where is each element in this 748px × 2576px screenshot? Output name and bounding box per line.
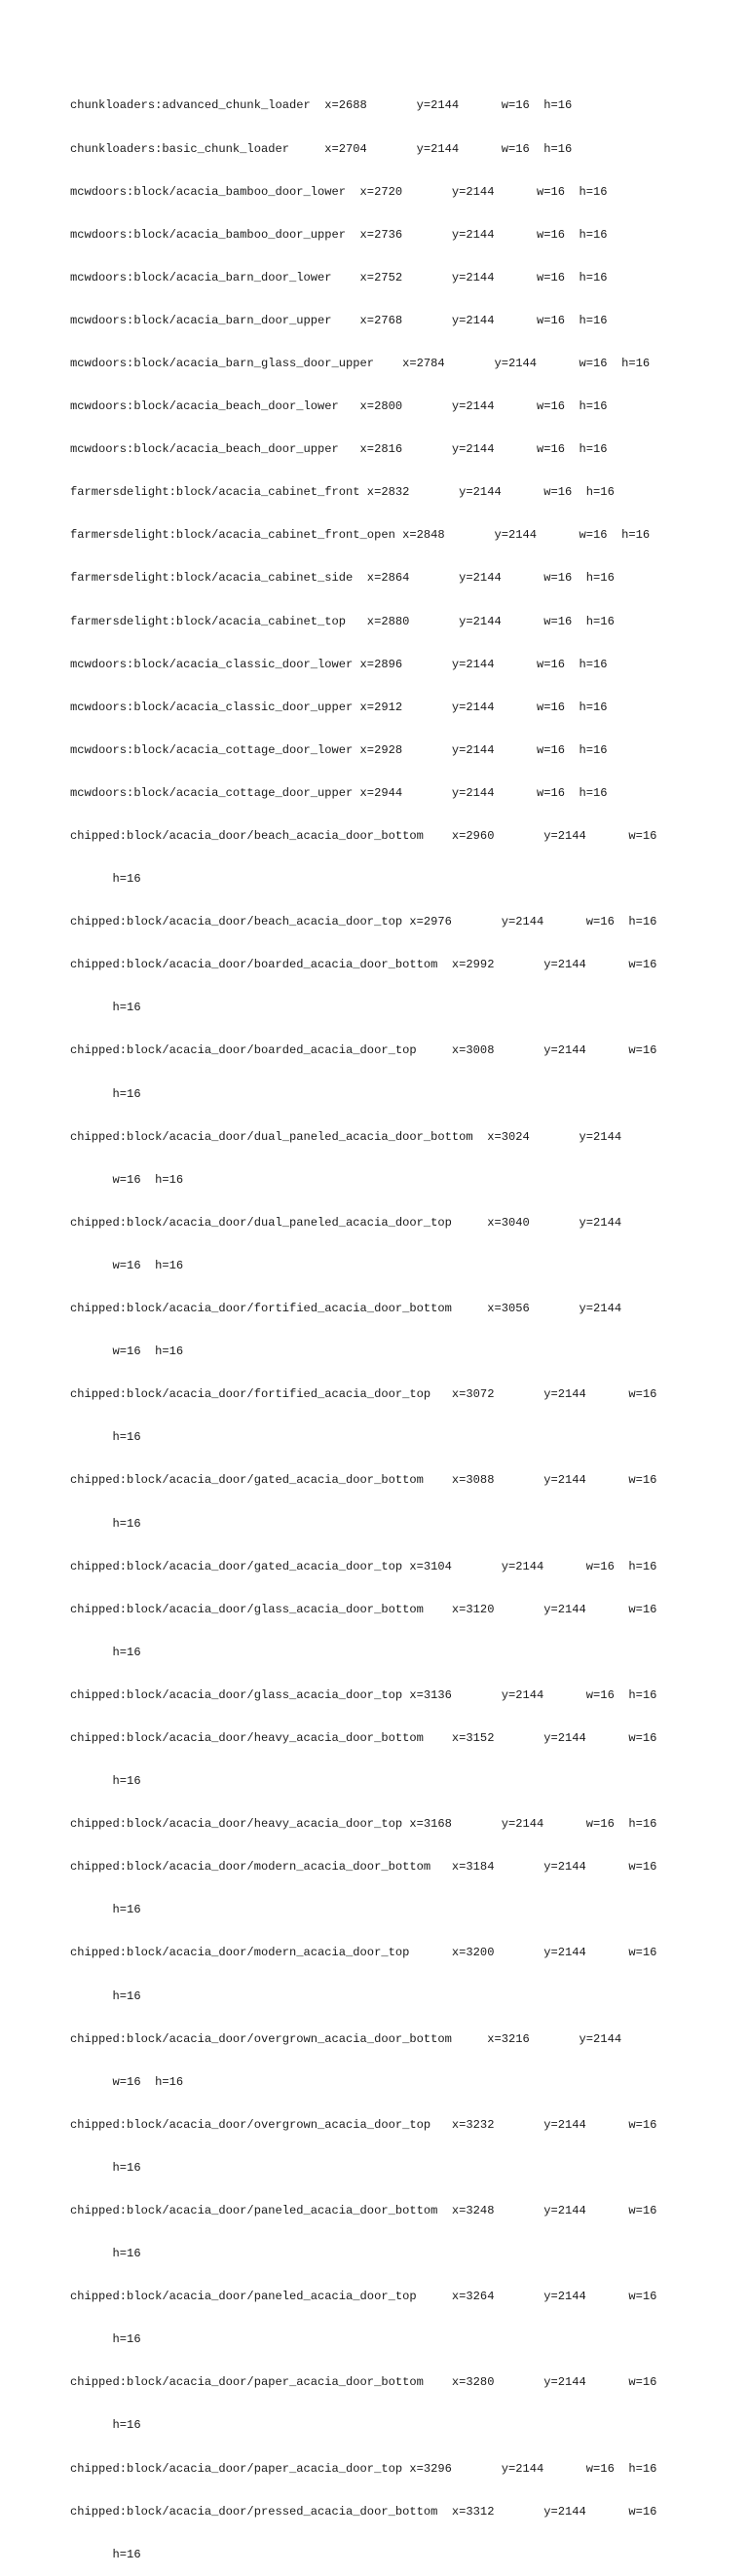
text-line: chipped:block/acacia_door/overgrown_acacia_door_top x=3232 y=2144 w=16 bbox=[70, 2117, 657, 2132]
text-line: chipped:block/acacia_door/modern_acacia_door_bottom x=3184 y=2144 w=16 bbox=[70, 1860, 657, 1875]
text-line: h=16 bbox=[70, 1001, 141, 1015]
text-line: h=16 bbox=[70, 2547, 141, 2561]
text-line: chipped:block/acacia_door/heavy_acacia_door_bottom x=3152 y=2144 w=16 bbox=[70, 1730, 657, 1745]
text-line: chipped:block/acacia_door/overgrown_acacia_door_bottom x=3216 y=2144 bbox=[70, 2031, 622, 2046]
text-line: mcwdoors:block/acacia_cottage_door_upper x=2944 y=2144 w=16 h=16 bbox=[70, 785, 608, 800]
text-line: chipped:block/acacia_door/boarded_acacia_door_bottom x=2992 y=2144 w=16 bbox=[70, 958, 657, 972]
text-line: mcwdoors:block/acacia_beach_door_lower x=2800 y=2144 w=16 h=16 bbox=[70, 399, 608, 414]
text-line: chipped:block/acacia_door/paper_acacia_door_bottom x=3280 y=2144 w=16 bbox=[70, 2375, 657, 2390]
text-line: chipped:block/acacia_door/dual_paneled_acacia_door_bottom x=3024 y=2144 bbox=[70, 1129, 622, 1144]
text-line: chipped:block/acacia_door/beach_acacia_door_top x=2976 y=2144 w=16 h=16 bbox=[70, 915, 657, 929]
document-body bbox=[70, 70, 674, 2576]
text-line: mcwdoors:block/acacia_barn_glass_door_upper x=2784 y=2144 w=16 h=16 bbox=[70, 356, 651, 370]
text-line: chunkloaders:basic_chunk_loader x=2704 y=2144 w=16 h=16 bbox=[70, 141, 573, 156]
text-line: chipped:block/acacia_door/glass_acacia_door_top x=3136 y=2144 w=16 h=16 bbox=[70, 1687, 657, 1702]
text-line: chipped:block/acacia_door/gated_acacia_door_top x=3104 y=2144 w=16 h=16 bbox=[70, 1559, 657, 1573]
text-line: chipped:block/acacia_door/glass_acacia_door_bottom x=3120 y=2144 w=16 bbox=[70, 1602, 657, 1616]
text-line: h=16 bbox=[70, 2160, 141, 2175]
text-line: chipped:block/acacia_door/dual_paneled_acacia_door_top x=3040 y=2144 bbox=[70, 1215, 622, 1230]
text-line: chipped:block/acacia_door/fortified_acacia_door_top x=3072 y=2144 w=16 bbox=[70, 1387, 657, 1402]
text-line: chipped:block/acacia_door/paneled_acacia_door_top x=3264 y=2144 w=16 bbox=[70, 2290, 657, 2304]
text-line: h=16 bbox=[70, 2332, 141, 2347]
text-line: mcwdoors:block/acacia_barn_door_upper x=2768 y=2144 w=16 h=16 bbox=[70, 313, 608, 327]
text-line: h=16 bbox=[70, 1645, 141, 1659]
text-line: mcwdoors:block/acacia_beach_door_upper x=2816 y=2144 w=16 h=16 bbox=[70, 442, 608, 457]
text-line: farmersdelight:block/acacia_cabinet_front x=2832 y=2144 w=16 h=16 bbox=[70, 485, 615, 500]
text-line: h=16 bbox=[70, 1516, 141, 1531]
text-line: w=16 h=16 bbox=[70, 1172, 184, 1187]
text-line: farmersdelight:block/acacia_cabinet_top x=2880 y=2144 w=16 h=16 bbox=[70, 614, 615, 628]
text-line: h=16 bbox=[70, 872, 141, 887]
text-line: h=16 bbox=[70, 2247, 141, 2261]
text-line: mcwdoors:block/acacia_barn_door_lower x=2752 y=2144 w=16 h=16 bbox=[70, 270, 608, 284]
text-line: mcwdoors:block/acacia_bamboo_door_lower x=2720 y=2144 w=16 h=16 bbox=[70, 184, 608, 199]
text-line: farmersdelight:block/acacia_cabinet_side x=2864 y=2144 w=16 h=16 bbox=[70, 571, 615, 586]
text-line: h=16 bbox=[70, 1430, 141, 1445]
text-line: w=16 h=16 bbox=[70, 2074, 184, 2089]
text-line: mcwdoors:block/acacia_classic_door_lower x=2896 y=2144 w=16 h=16 bbox=[70, 657, 608, 671]
text-line: chipped:block/acacia_door/beach_acacia_door_bottom x=2960 y=2144 w=16 bbox=[70, 829, 657, 843]
text-line: farmersdelight:block/acacia_cabinet_front_open x=2848 y=2144 w=16 h=16 bbox=[70, 528, 651, 543]
text-line: w=16 h=16 bbox=[70, 1258, 184, 1272]
text-line: h=16 bbox=[70, 1989, 141, 2003]
text-line: chipped:block/acacia_door/boarded_acacia_door_top x=3008 y=2144 w=16 bbox=[70, 1043, 657, 1058]
text-line: w=16 h=16 bbox=[70, 1345, 184, 1359]
text-line: chipped:block/acacia_door/gated_acacia_door_bottom x=3088 y=2144 w=16 bbox=[70, 1473, 657, 1488]
text-line: chipped:block/acacia_door/paneled_acacia_door_bottom x=3248 y=2144 w=16 bbox=[70, 2204, 657, 2217]
text-line: chipped:block/acacia_door/modern_acacia_door_top x=3200 y=2144 w=16 bbox=[70, 1946, 657, 1960]
text-line: mcwdoors:block/acacia_classic_door_upper x=2912 y=2144 w=16 h=16 bbox=[70, 700, 608, 714]
text-line: chipped:block/acacia_door/fortified_acacia_door_bottom x=3056 y=2144 bbox=[70, 1302, 622, 1316]
text-line: mcwdoors:block/acacia_bamboo_door_upper x=2736 y=2144 w=16 h=16 bbox=[70, 227, 608, 242]
text-line: chipped:block/acacia_door/paper_acacia_door_top x=3296 y=2144 w=16 h=16 bbox=[70, 2461, 657, 2476]
text-line: chipped:block/acacia_door/heavy_acacia_door_top x=3168 y=2144 w=16 h=16 bbox=[70, 1817, 657, 1832]
text-line: h=16 bbox=[70, 1903, 141, 1917]
text-line: chipped:block/acacia_door/pressed_acacia_door_bottom x=3312 y=2144 w=16 bbox=[70, 2504, 657, 2519]
text-line: h=16 bbox=[70, 2418, 141, 2433]
text-line: h=16 bbox=[70, 1086, 141, 1101]
text-line: chunkloaders:advanced_chunk_loader x=2688 y=2144 w=16 h=16 bbox=[70, 98, 573, 113]
text-line: mcwdoors:block/acacia_cottage_door_lower x=2928 y=2144 w=16 h=16 bbox=[70, 742, 608, 757]
text-line: h=16 bbox=[70, 1774, 141, 1789]
